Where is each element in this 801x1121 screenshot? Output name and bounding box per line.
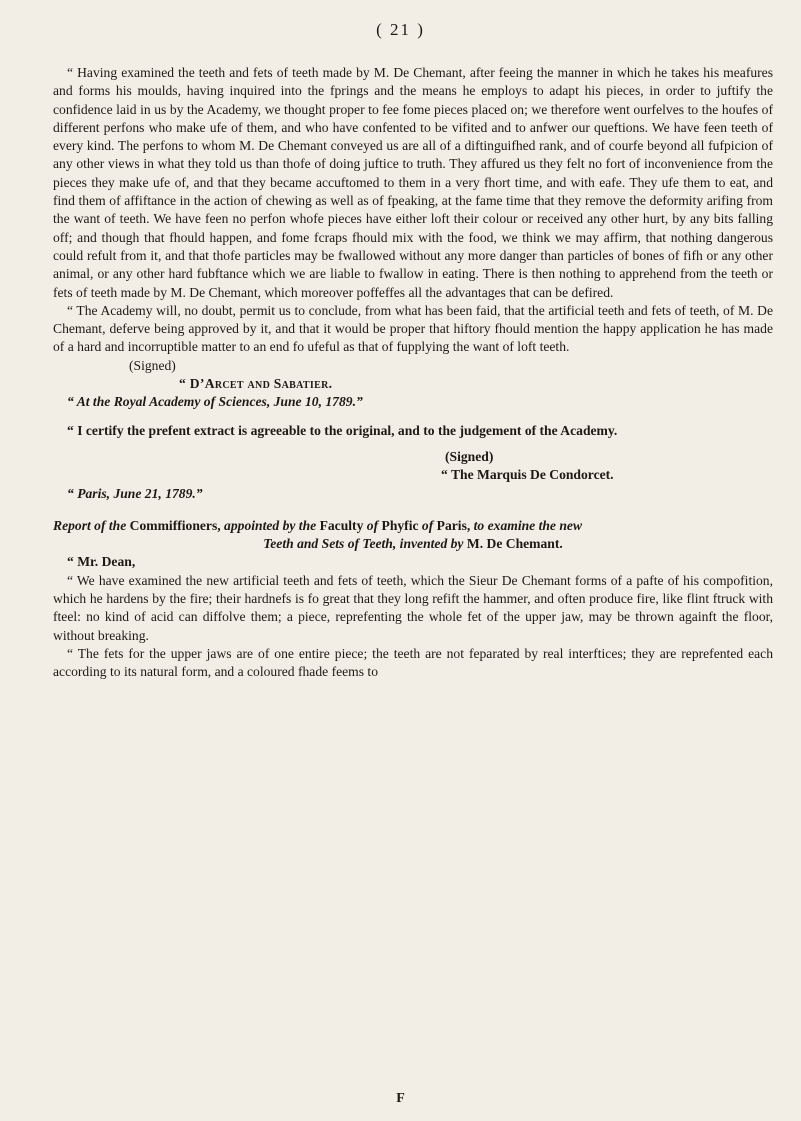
report-title-part: Commiffioners, [129, 517, 225, 533]
signed-label-1: (Signed) [129, 357, 176, 373]
catchword: F [396, 1091, 405, 1106]
report-title-line-2 [53, 535, 773, 553]
body-text [53, 64, 773, 682]
report-title-part: of [366, 517, 382, 533]
report-title-part: Faculty [319, 517, 367, 533]
signed-label-2: (Signed) [445, 448, 494, 464]
report-title-part: appointed by the [224, 517, 320, 533]
signatory-2: “ The Marquis De Condorcet. [441, 467, 614, 483]
place-date-1: “ At the Royal Academy of Sciences, June 10, 1789.” [67, 394, 363, 410]
paragraph-1: “ Having examined the teeth and fets of teeth made by M. De Chemant, after feeing the manner in which he takes his meafures and forms his moulds, having inquired into the fprings and the means he employs to adapt his pieces, in order to juftify the confidence laid in us by the Academy, we thought proper to fee fome pieces placed on; we therefore went ourfelves to the houfes of different perfons who make ufe of them, and who have confented to be vifited and to anfwer our queftions. We have feen teeth of every kind. The perfons to whom M. De Chemant conveyed us are all of a diftinguifhed rank, and of courfe beyond all fufpicion of any other views in what they told us than thofe of doing juftice to truth. They affured us they felt no fort of inconvenience from the pieces they make ufe of, and that they became accuftomed to them in a very fhort time, and with eafe. They ufe them to eat, and find them of affiftance in the action of chewing as well as of fpeaking, at the fame time that they remove the deformity arifing from the want of teeth. We have feen no perfon whofe pieces have either loft their colour or received any other hurt, by any bits falling off; and though that fhould happen, and fome fcraps fhould mix with the food, we think we may affirm, that nothing dangerous could refult from it, and that thofe particles may be fwallowed without any more danger than particles of bones of fifh or any other animal, or any other hard fubftance which we are liable to fwallow in eating. There is then nothing to apprehend from the teeth or fets of teeth made by M. De Chemant, which moreover poffeffes all the advantages that can be defired. [53, 65, 773, 300]
report-title [53, 517, 773, 554]
report-title-part: to examine the new [473, 517, 583, 533]
report-title-part: Teeth and Sets of Teeth, invented by [263, 536, 467, 552]
addressee: “ Mr. Dean, [67, 554, 136, 570]
paragraph-3: “ We have examined the new artificial teeth and fets of teeth, which the Sieur De Chemant forms of a pafte of his compofition, which he hardens by the fire; their hardnefs is fo great that they long refift the hammer, and often produce fire, like flint ftruck with fteel: no kind of acid can diffolve them; a piece, reprefenting the whole fet of the upper jaw, may be thrown againft the floor, without breaking. [53, 572, 773, 643]
signatories-1: “ D’Arcet and Sabatier. [179, 376, 333, 392]
report-title-part: of [421, 517, 437, 533]
certification: “ I certify the prefent extract is agreeable to the original, and to the judgement of the Academy. [67, 422, 618, 438]
report-title-part: Phyfic [381, 517, 422, 533]
report-title-part: Report of the [53, 517, 130, 533]
report-title-part: Paris, [436, 517, 474, 533]
report-title-part: M. De Chemant. [466, 536, 563, 552]
paragraph-2: “ The Academy will, no doubt, permit us to conclude, from what has been faid, that the artificial teeth and fets of teeth, of M. De Chemant, deferve being approved by it, and that it would be proper that hiftory fhould mention the happy application he has made of a hard and incorruptible matter to an end fo ufeful as that of fupplying the want of loft teeth. [53, 302, 773, 355]
place-date-2: “ Paris, June 21, 1789.” [67, 485, 203, 501]
page-number: ( 21 ) [376, 20, 425, 39]
paragraph-4: “ The fets for the upper jaws are of one entire piece; the teeth are not feparated by real interftices; they are reprefented each according to its natural form, and a coloured fhade feems to [53, 645, 773, 680]
